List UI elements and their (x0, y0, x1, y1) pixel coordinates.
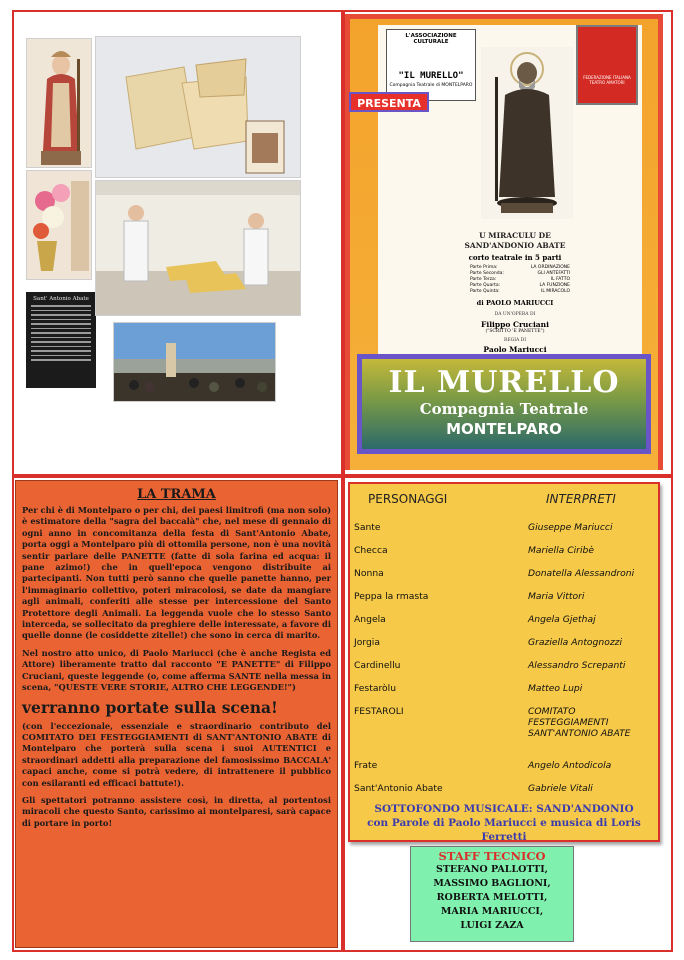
staff-member: ROBERTA MELOTTI, (436, 892, 548, 903)
saint-statue-photo (26, 38, 92, 168)
source-nickname: ("SCRITTO 'E PANETTE") (485, 329, 545, 334)
staff-member: LUIGI ZAZA (460, 920, 524, 931)
part-row: Parte Seconda: GLI ANTEFATTI (470, 271, 570, 276)
company-town: MONTELPARO (446, 420, 562, 438)
presenta-badge: PRESENTA (349, 92, 429, 112)
association-company: Compagnia Teatrale di MONTELPARO (389, 83, 473, 88)
flowers-photo (26, 170, 92, 280)
director-label: REGIA DI (503, 338, 527, 343)
part-row: Parte Quinta: IL MIRACOLO (470, 289, 570, 294)
kitchen-photo (95, 180, 301, 316)
actors-header: INTERPRETI (546, 492, 616, 506)
saint-prayer-card (26, 292, 96, 388)
characters-header: PERSONAGGI (368, 492, 448, 506)
play-author: di PAOLO MARIUCCI (476, 299, 554, 307)
federation-logo: FEDERAZIONE ITALIANA TEATRO AMATORI (576, 25, 638, 105)
association-name: "IL MURELLO" (398, 71, 464, 81)
play-parts (470, 265, 570, 295)
card-title: Sant' Antonio Abate (33, 296, 89, 302)
part-row: Parte Terza: IL FATTO (470, 277, 570, 282)
part-row: Parte Prima: LA ORDINAZIONE (470, 265, 570, 270)
play-subtitle: corto teatrale in 5 parti (468, 253, 562, 262)
cast-table: PERSONAGGI INTERPRETI Sante Giuseppe Mariucci Checca Mariella Ciribè Nonna Donatella Alessandroni Peppa la rmasta Maria Vittori Angela Angela Gjethaj Jorgia Graziella Antognozzi Cardinellu Alessandro Screpanti Festaròlu Matteo Lupi FESTAROLI COMITATO FESTEGGIAMENTI SANT'ANTONIO ABATE Frate Angelo Antodicola Sant'Antonio Abate Gabriele Vitali SOTTOFONDO MUSICALE: SAND'ANDONIO con Parole di Paolo Mariucci e musica di Loris Ferretti (348, 482, 660, 842)
bread-photo (95, 36, 301, 178)
play-title: U MIRACULU DE SAND'ANDONIO ABATE (464, 231, 566, 250)
staff-title: STAFF TECNICO (438, 849, 546, 863)
company-name: IL MURELLO (388, 365, 620, 400)
company-banner (357, 354, 651, 454)
company-subtitle: Compagnia Teatrale (419, 400, 589, 418)
association-logo (386, 29, 476, 101)
plot-highlight: verranno portate sulla scena! (22, 697, 278, 717)
saint-statue-image (481, 47, 573, 219)
plot-paragraph: (con l'eccezionale, essenziale e straordinario contributo del COMITATO DEI FESTEGGIAMENTI di SANT'ANTONIO ABATE di Montelparo che porterà sulla scena i suoi AUTENTICI e straordinari addetti alla preparazione del famosissimo BACCALA' capaci anche, come si potrà vedere, di intrattenere il pubblico con esilaranti ed efficaci battute!). (22, 720, 331, 788)
director-name: Paolo Mariucci (483, 345, 547, 354)
plot-section (15, 480, 338, 948)
source-label: DA UN'OPERA DI (494, 312, 536, 317)
staff-member: STEFANO PALLOTTI, (435, 864, 548, 875)
staff-box (410, 846, 574, 942)
plot-paragraph: Per chi è di Montelparo o per chi, dei paesi limitrofi (ma non solo) è estimatore della "sagra del baccalà" che, nel mese di gennaio di ogni anno in concomitanza della festa di Sant'Antonio Abate, porta oggi a Montelparo più di ottomila persone, non è una novità sentir parlare delle PANETTE (fatte di sola farina ed acqua: il pane azimo!) che in quell'epoca vengono distribuite ai partecipanti. Non tutti però sanno che quelle panette hanno, per l'immaginario collettivo, poteri miracolosi, se date da mangiare agli animali, conferiti alle stesse per intercessione del Santo Protettore degli Animali. La leggenda vuole che lo stesso Santo interceda, se sollecitato da preghiere delle interessate, a favore di quelle donne (le cosiddette zitelle!) che sono in cerca di marito. (22, 505, 331, 641)
staff-member: MASSIMO BAGLIONI, (433, 878, 551, 889)
plot-paragraph: Nel nostro atto unico, di Paolo Mariucci (che è anche Regista ed Attore) liberamente tratto dal racconto "E PANETTE" di Filippo Cruciani, queste leggende (o, come afferma SANTE nella messa in scena, "QUESTE VERE STORIE, ALTRO CHE LEGGENDE!") (22, 647, 331, 693)
plot-paragraph: Gli spettatori potranno assistere così, in diretta, al portentosi miracoli che questo Santo, carissimo ai montelparesi, sarà capace di portare in porto! (22, 794, 331, 828)
association-label: L'ASSOCIAZIONE CULTURALE (405, 33, 457, 45)
plot-title: LA TRAMA (137, 487, 216, 502)
source-author: Filippo Cruciani (481, 320, 549, 329)
staff-member: MARIA MARIUCCI, (440, 906, 544, 917)
music-credits: SOTTOFONDO MUSICALE: SAND'ANDONIO con Parole di Paolo Mariucci e musica di Loris Ferretti (367, 803, 641, 843)
part-row: Parte Quarta: LA FUNZIONE (470, 283, 570, 288)
crowd-photo (113, 322, 276, 402)
